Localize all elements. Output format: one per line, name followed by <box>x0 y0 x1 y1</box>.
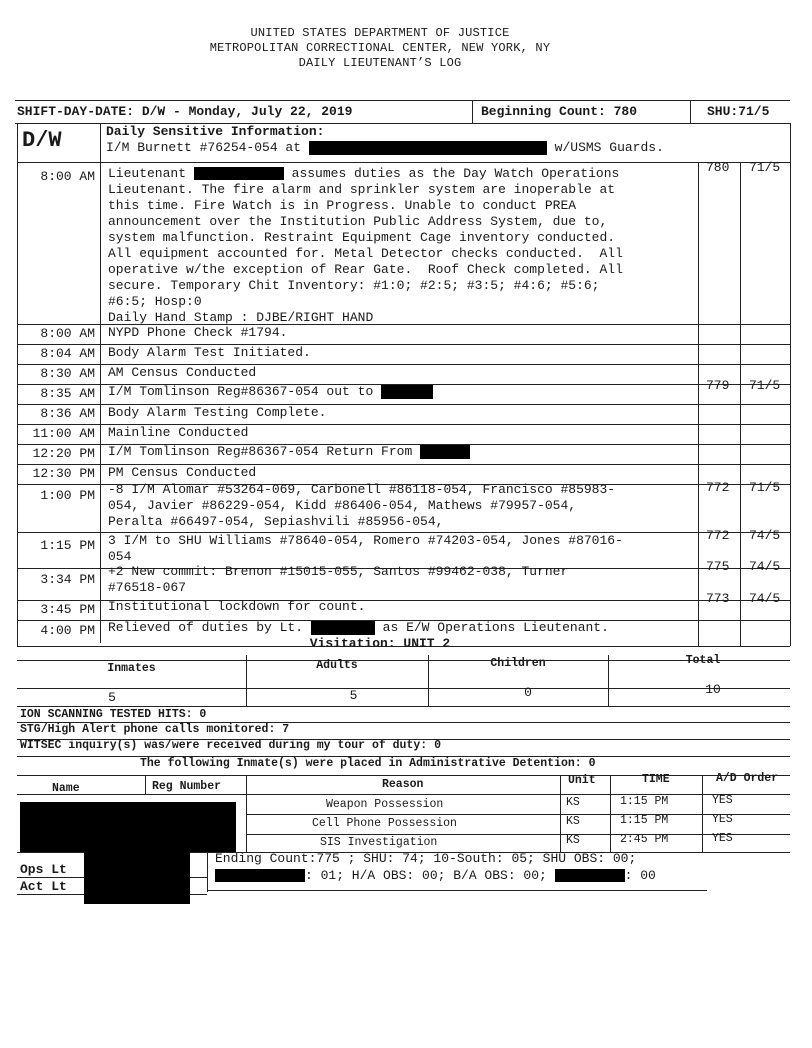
detention-header-reg: Reg Number <box>152 780 222 793</box>
redaction-block <box>420 445 470 459</box>
witsec-inquiries: WITSEC inquiry(s) was/were received during my tour of duty: 0 <box>20 739 441 752</box>
entry-shu: 74/5 <box>749 559 781 574</box>
visitation-header-total: Total <box>685 654 721 667</box>
ending-count-line1: Ending Count:775 ; SHU: 74; 10-South: 05; SHU OBS: 00; <box>215 851 637 866</box>
agency-title: UNITED STATES DEPARTMENT OF JUSTICE <box>250 26 510 40</box>
redaction-block <box>84 852 190 904</box>
visitation-header-inmates: Inmates <box>107 662 156 675</box>
entry-time: 4:00 PM <box>40 623 95 638</box>
detention-header-order: A/D Order <box>716 772 779 785</box>
entry-time: 3:34 PM <box>40 572 95 587</box>
redaction-block <box>194 167 284 180</box>
beginning-count: Beginning Count: 780 <box>481 104 638 119</box>
detention-header-reason: Reason <box>382 778 424 791</box>
entry-text: NYPD Phone Check #1794. <box>108 325 288 340</box>
sensitive-text-after: w/USMS Guards. <box>554 140 664 155</box>
sensitive-title: Daily Sensitive Information: <box>106 124 325 139</box>
detention-unit: KS <box>566 815 580 828</box>
entry-time: 8:04 AM <box>40 346 95 361</box>
log-title: DAILY LIEUTENANT’S LOG <box>298 56 462 70</box>
redaction-block <box>215 869 305 882</box>
admin-detention-note: The following Inmate(s) were placed in Administrative Detention: 0 <box>140 757 596 770</box>
ending-count-line2: : 01; H/A OBS: 00; B/A OBS: 00; : 00 <box>215 868 656 884</box>
stg-calls: STG/High Alert phone calls monitored: 7 <box>20 723 290 736</box>
entry-text: Institutional lockdown for count. <box>108 599 366 614</box>
shift-day-date: SHIFT-DAY-DATE: D/W - Monday, July 22, 2019 <box>17 104 353 119</box>
entry-time: 8:00 AM <box>40 326 95 341</box>
entry-time: 8:36 AM <box>40 406 95 421</box>
entry-count: 772 <box>706 528 730 543</box>
entry-time: 11:00 AM <box>32 426 95 441</box>
detention-time: 2:45 PM <box>620 833 669 846</box>
entry-time: 1:00 PM <box>40 488 95 503</box>
act-lt-label: Act Lt <box>20 879 67 894</box>
entry-shu: 71/5 <box>749 480 781 495</box>
entry-count: 772 <box>706 480 730 495</box>
shift-band <box>15 100 790 124</box>
entry-text: 3 I/M to SHU Williams #78640-054, Romero #74203-054, Jones #87016- 054 <box>108 533 623 564</box>
entry-time: 8:30 AM <box>40 366 95 381</box>
entry-shu: 74/5 <box>749 591 781 606</box>
detention-header-name: Name <box>52 782 80 795</box>
visitation-title: Visitation: UNIT 2 <box>309 636 451 651</box>
visitation-header-children: Children <box>490 657 546 670</box>
detention-order: YES <box>712 794 733 807</box>
entry-text: -8 I/M Alomar #53264-069, Carbonell #86118-054, Francisco #85983- 054, Javier #86229-054, Kidd #86406-054, Mathews #79957-054, Peralta #66497-054, Sepiashvili #85956-054, <box>108 482 616 529</box>
entry-time: 3:45 PM <box>40 602 95 617</box>
entry-text: Relieved of duties by Lt. as E/W Operations Lieutenant. <box>108 620 609 635</box>
entry-text: +2 New commit: Brenon #15015-055, Santos #99462-038, Turner #76518-067 <box>108 564 569 595</box>
detention-reason: SIS Investigation <box>320 836 438 849</box>
visitation-children-value: 0 <box>524 685 532 700</box>
sensitive-text <box>106 140 664 156</box>
detention-time: 1:15 PM <box>620 814 669 827</box>
visitation-header-adults: Adults <box>316 659 358 672</box>
entry-count: 779 <box>706 378 730 393</box>
detention-time: 1:15 PM <box>620 795 669 808</box>
entry-shu: 71/5 <box>749 160 781 175</box>
entry-text: Body Alarm Testing Complete. <box>108 405 327 420</box>
entry-text: I/M Tomlinson Reg#86367-054 Return From <box>108 444 470 460</box>
visitation-total-value: 10 <box>705 682 721 697</box>
redaction-block <box>20 802 236 852</box>
detention-unit: KS <box>566 834 580 847</box>
redaction-block <box>311 621 375 635</box>
entry-count: 773 <box>706 591 730 606</box>
visitation-inmates-value: 5 <box>108 690 116 705</box>
entry-count: 775 <box>706 559 730 574</box>
sensitive-text-before: I/M Burnett #76254-054 at <box>106 140 302 155</box>
entry-time: 12:20 PM <box>32 446 95 461</box>
entry-text: PM Census Conducted <box>108 465 257 480</box>
entry-time: 8:00 AM <box>40 169 95 184</box>
detention-unit: KS <box>566 796 580 809</box>
entry-text: Mainline Conducted <box>108 425 249 440</box>
entry-time: 12:30 PM <box>32 466 95 481</box>
redaction-block <box>381 385 433 399</box>
detention-reason: Weapon Possession <box>326 798 444 811</box>
entry-text: Body Alarm Test Initiated. <box>108 345 311 360</box>
detention-reason: Cell Phone Possession <box>312 817 457 830</box>
detention-order: YES <box>712 832 733 845</box>
detention-header-unit: Unit <box>568 774 596 787</box>
entry-count: 780 <box>706 160 730 175</box>
ops-lt-label: Ops Lt <box>20 862 67 877</box>
entry-text: I/M Tomlinson Reg#86367-054 out to <box>108 384 433 400</box>
entry-text: AM Census Conducted <box>108 365 257 380</box>
detention-header-time: TIME <box>642 773 670 786</box>
redaction-block <box>309 141 547 155</box>
entry-time: 1:15 PM <box>40 538 95 553</box>
shu-count: SHU:71/5 <box>707 104 770 119</box>
visitation-adults-value: 5 <box>349 688 358 703</box>
entry-shu: 74/5 <box>749 528 781 543</box>
document-header <box>0 26 760 71</box>
facility-title: METROPOLITAN CORRECTIONAL CENTER, NEW YORK, NY <box>209 41 551 55</box>
entry-time: 8:35 AM <box>40 386 95 401</box>
ion-scanning-hits: ION SCANNING TESTED HITS: 0 <box>20 708 207 721</box>
shift-code: D/W <box>22 128 62 153</box>
entry-text: Lieutenant assumes duties as the Day Watch Operations Lieutenant. The fire alarm and sprinkler system are inoperable at this time. Fire Watch is in Progress. Unable to conduct PREA announcement over the Institution Public Address System, due to, system malfunction. Restraint Equipment Cage inventory conducted. All equipment accounted for. Metal Detector checks conducted. All operative w/the exception of Rear Gate. Roof Check completed. All secure. Temporary Chit Inventory: #1:0; #2:5; #3:5; #4:6; #5:6; #6:5; Hosp:0 Daily Hand Stamp : DJBE/RIGHT HAND <box>108 166 623 325</box>
detention-order: YES <box>712 813 733 826</box>
entry-shu: 71/5 <box>749 378 781 393</box>
redaction-block <box>555 869 625 882</box>
